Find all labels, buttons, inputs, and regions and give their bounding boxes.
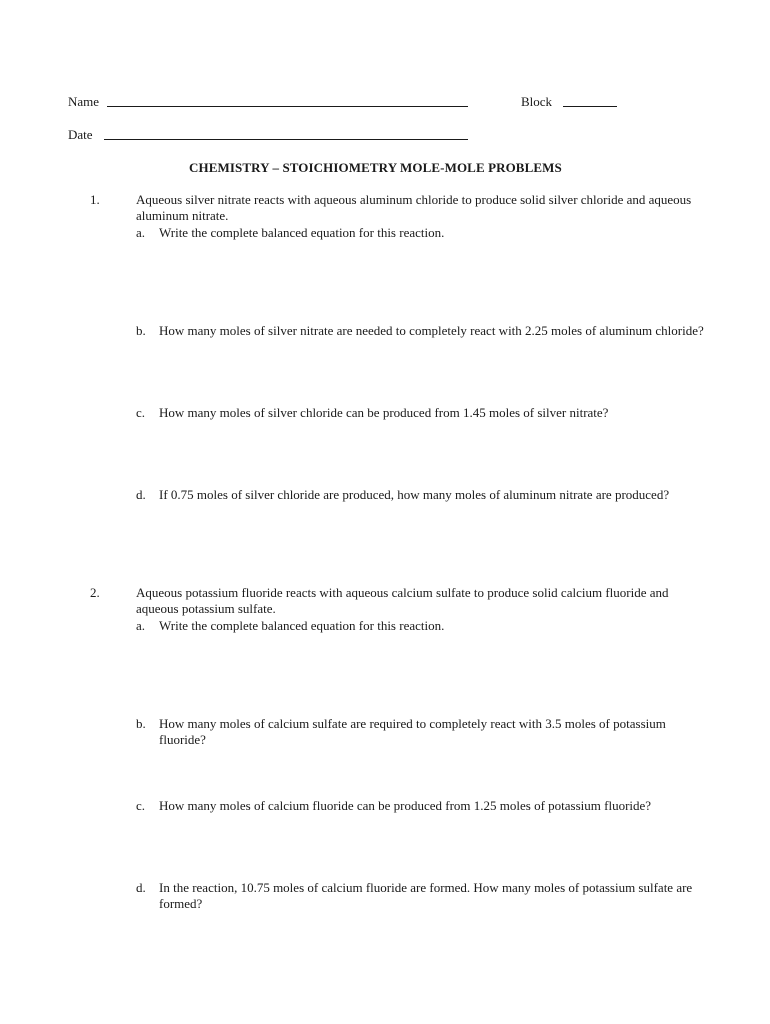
part-label: b. bbox=[136, 323, 146, 338]
part-label: d. bbox=[136, 880, 146, 895]
name-field-line[interactable] bbox=[107, 106, 468, 107]
page-title: CHEMISTRY – STOICHIOMETRY MOLE-MOLE PROBLEMS bbox=[189, 160, 562, 175]
part-text: How many moles of calcium sulfate are required to completely react with 3.5 moles of potassium fluoride? bbox=[159, 716, 666, 747]
part-text: In the reaction, 10.75 moles of calcium fluoride are formed. How many moles of potassium sulfate are formed? bbox=[159, 880, 693, 911]
question-number: 2. bbox=[90, 585, 100, 600]
date-field-line[interactable] bbox=[104, 139, 468, 140]
part-label: a. bbox=[136, 618, 146, 633]
part-text: How many moles of silver nitrate are needed to completely react with 2.25 moles of aluminum chloride? bbox=[159, 323, 704, 338]
part-text: How many moles of silver chloride can be produced from 1.45 moles of silver nitrate? bbox=[159, 405, 609, 420]
part-text: Write the complete balanced equation for this reaction. bbox=[159, 618, 445, 633]
date-label: Date bbox=[68, 127, 93, 142]
part-label: c. bbox=[136, 798, 146, 813]
part-label: c. bbox=[136, 405, 146, 420]
question-number: 1. bbox=[90, 192, 100, 207]
part-label: b. bbox=[136, 716, 146, 731]
question-text: Aqueous potassium fluoride reacts with aqueous calcium sulfate to produce solid calcium fluoride and aqueous potassium sulfate. bbox=[136, 585, 669, 616]
part-text: Write the complete balanced equation for this reaction. bbox=[159, 225, 445, 240]
block-field-line[interactable] bbox=[563, 106, 617, 107]
part-text: How many moles of calcium fluoride can be produced from 1.25 moles of potassium fluoride? bbox=[159, 798, 652, 813]
block-label: Block bbox=[521, 94, 553, 109]
part-label: d. bbox=[136, 487, 146, 502]
part-label: a. bbox=[136, 225, 146, 240]
part-text: If 0.75 moles of silver chloride are produced, how many moles of aluminum nitrate are produced? bbox=[159, 487, 670, 502]
name-label: Name bbox=[68, 94, 100, 109]
question-text: Aqueous silver nitrate reacts with aqueous aluminum chloride to produce solid silver chloride and aqueous aluminum nitrate. bbox=[136, 192, 692, 223]
